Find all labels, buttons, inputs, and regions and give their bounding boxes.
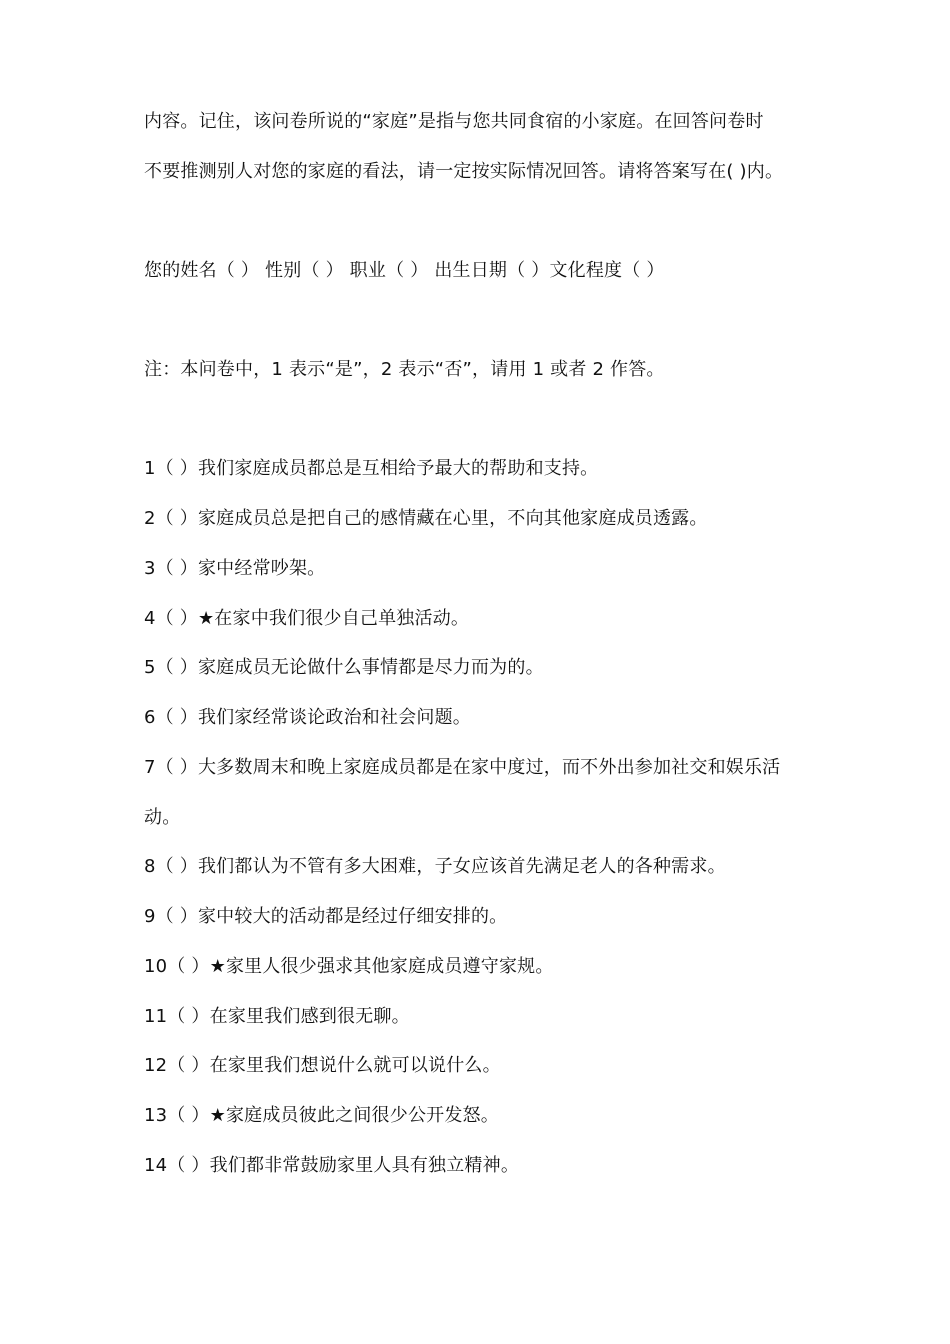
question-item: 9（ ）家中较大的活动都是经过仔细安排的。: [144, 906, 508, 927]
question-item: 2（ ）家庭成员总是把自己的感情藏在心里，不向其他家庭成员透露。: [144, 508, 708, 529]
question-item-continuation: 动。: [144, 807, 181, 828]
question-item: 13（ ）★家庭成员彼此之间很少公开发怒。: [144, 1105, 499, 1126]
question-item: 14（ ）我们都非常鼓励家里人具有独立精神。: [144, 1155, 520, 1176]
question-item: 10（ ）★家里人很少强求其他家庭成员遵守家规。: [144, 956, 554, 977]
intro-line-2: 不要推测别人对您的家庭的看法，请一定按实际情况回答。请将答案写在( )内。: [144, 161, 784, 182]
question-item: 6（ ）我们家经常谈论政治和社会问题。: [144, 707, 471, 728]
question-item: 1（ ）我们家庭成员都总是互相给予最大的帮助和支持。: [144, 458, 599, 479]
scoring-note: 注：本问卷中，1 表示“是”，2 表示“否”，请用 1 或者 2 作答。: [144, 359, 665, 380]
question-item: 4（ ）★在家中我们很少自己单独活动。: [144, 608, 470, 629]
question-item: 11（ ）在家里我们感到很无聊。: [144, 1006, 410, 1027]
personal-info-line: 您的姓名（ ） 性别（ ） 职业（ ） 出生日期（ ）文化程度（ ）: [144, 260, 665, 281]
question-item: 12（ ）在家里我们想说什么就可以说什么。: [144, 1055, 501, 1076]
question-item: 8（ ）我们都认为不管有多大困难，子女应该首先满足老人的各种需求。: [144, 856, 726, 877]
question-item: 5（ ）家庭成员无论做什么事情都是尽力而为的。: [144, 657, 544, 678]
question-item: 3（ ）家中经常吵架。: [144, 558, 326, 579]
question-item: 7（ ）大多数周末和晚上家庭成员都是在家中度过，而不外出参加社交和娱乐活: [144, 757, 781, 778]
intro-line-1: 内容。记住，该问卷所说的“家庭”是指与您共同食宿的小家庭。在回答问卷时: [144, 111, 764, 132]
